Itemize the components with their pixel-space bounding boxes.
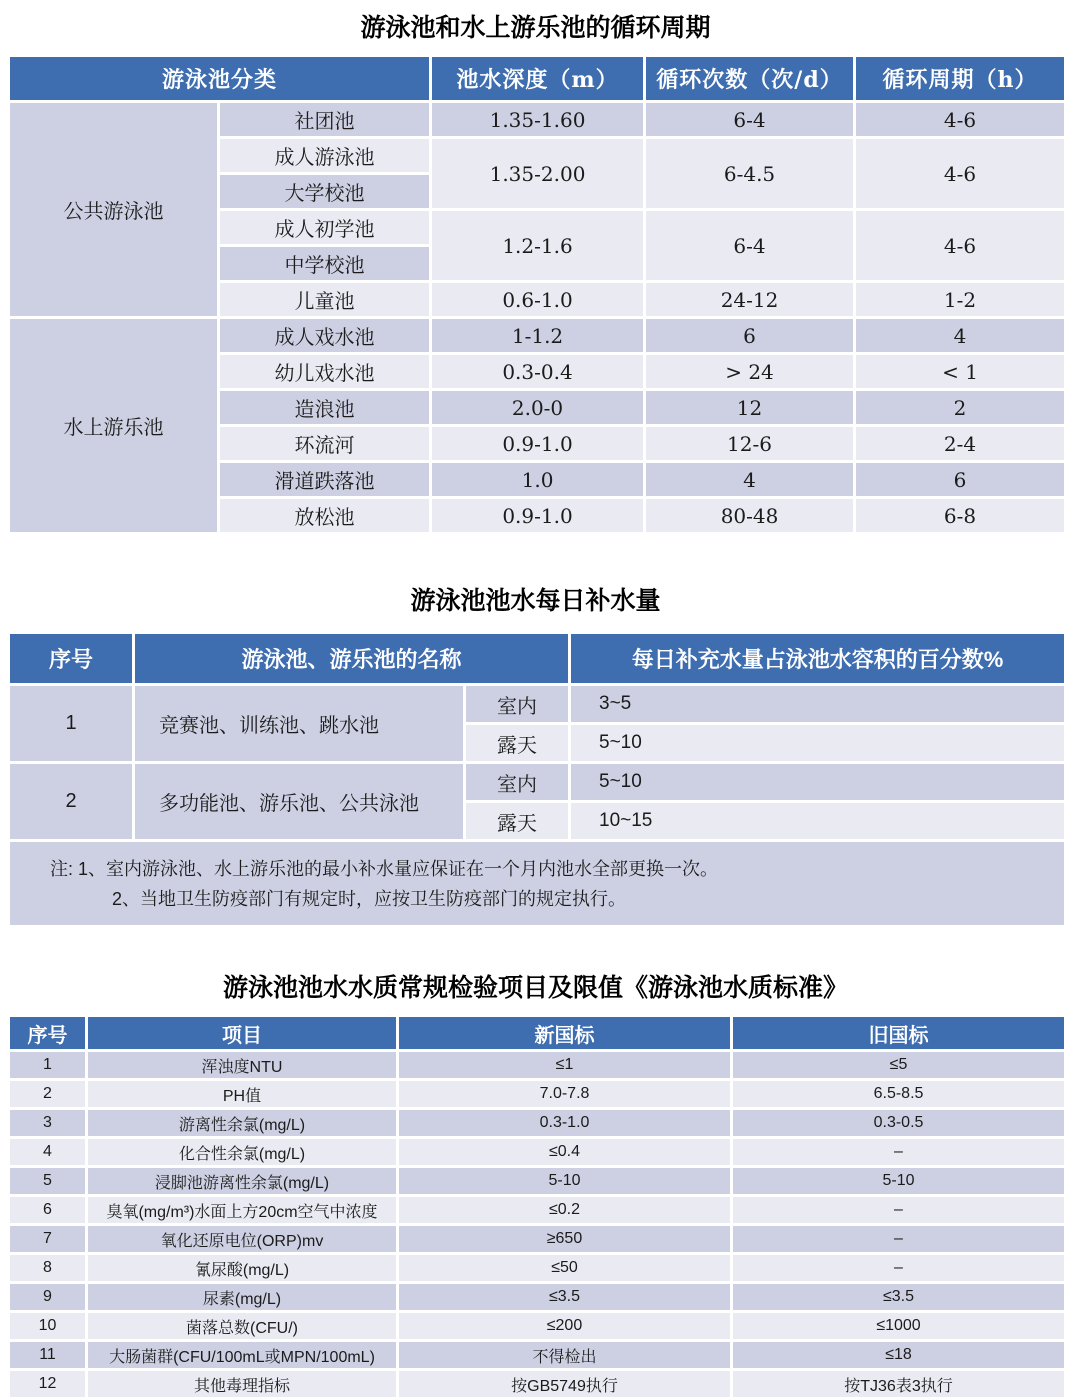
frequency-cell: 6-4 xyxy=(645,210,855,282)
note-line-2: 2、当地卫生防疫部门有规定时，应按卫生防疫部门的规定执行。 xyxy=(112,888,627,909)
period-cell: < 1 xyxy=(855,354,1066,390)
no-header: 序号 xyxy=(9,633,134,685)
table-row xyxy=(9,102,1066,138)
period-cell: 4-6 xyxy=(855,138,1066,210)
no-cell: 1 xyxy=(9,685,134,763)
table-row xyxy=(9,1051,1066,1080)
pool-name-cell: 滑道跌落池 xyxy=(219,462,431,498)
no-header: 序号 xyxy=(9,1016,87,1051)
period-header: 循环周期（h） xyxy=(855,56,1066,102)
pool-name-cell: 多功能池、游乐池、公共泳池 xyxy=(134,763,465,841)
pool-name-cell: 中学校池 xyxy=(219,246,431,282)
period-cell: 4-6 xyxy=(855,210,1066,282)
frequency-cell: 4 xyxy=(645,462,855,498)
period-cell: 1-2 xyxy=(855,282,1066,318)
no-cell: 8 xyxy=(9,1254,87,1283)
item-cell: 氰尿酸(mg/L) xyxy=(87,1254,398,1283)
notes-row xyxy=(9,841,1066,927)
new-std-cell: ≤50 xyxy=(398,1254,732,1283)
item-cell: 菌落总数(CFU/) xyxy=(87,1312,398,1341)
new-std-cell: ≥650 xyxy=(398,1225,732,1254)
table-row xyxy=(9,1109,1066,1138)
quality-table-title: 游泳池池水水质常规检验项目及限值《游泳池水质标准》 xyxy=(222,974,848,1002)
old-std-cell: – xyxy=(732,1254,1066,1283)
old-std-cell: 5-10 xyxy=(732,1167,1066,1196)
no-cell: 10 xyxy=(9,1312,87,1341)
old-standard-header: 旧国标 xyxy=(732,1016,1066,1051)
frequency-cell: 6-4.5 xyxy=(645,138,855,210)
old-std-cell: 6.5-8.5 xyxy=(732,1080,1066,1109)
item-cell: 游离性余氯(mg/L) xyxy=(87,1109,398,1138)
no-cell: 6 xyxy=(9,1196,87,1225)
table-row xyxy=(9,1196,1066,1225)
frequency-cell: 12-6 xyxy=(645,426,855,462)
depth-cell: 1.35-2.00 xyxy=(431,138,645,210)
new-std-cell: ≤3.5 xyxy=(398,1283,732,1312)
period-cell: 6 xyxy=(855,462,1066,498)
frequency-cell: > 24 xyxy=(645,354,855,390)
location-cell: 露天 xyxy=(465,802,570,841)
pool-name-cell: 幼儿戏水池 xyxy=(219,354,431,390)
new-standard-header: 新国标 xyxy=(398,1016,732,1051)
frequency-header: 循环次数（次/d） xyxy=(645,56,855,102)
item-cell: 臭氧(mg/m³)水面上方20cm空气中浓度 xyxy=(87,1196,398,1225)
item-cell: 浸脚池游离性余氯(mg/L) xyxy=(87,1167,398,1196)
pool-name-cell: 环流河 xyxy=(219,426,431,462)
table-row xyxy=(9,1254,1066,1283)
depth-cell: 1.35-1.60 xyxy=(431,102,645,138)
item-header: 项目 xyxy=(87,1016,398,1051)
item-cell: 尿素(mg/L) xyxy=(87,1283,398,1312)
depth-cell: 1-1.2 xyxy=(431,318,645,354)
no-cell: 2 xyxy=(9,763,134,841)
depth-cell: 1.2-1.6 xyxy=(431,210,645,282)
depth-cell: 0.6-1.0 xyxy=(431,282,645,318)
frequency-cell: 80-48 xyxy=(645,498,855,534)
location-cell: 室内 xyxy=(465,763,570,802)
location-cell: 室内 xyxy=(465,685,570,724)
percent-cell: 5~10 xyxy=(570,724,1066,763)
classification-header: 游泳池分类 xyxy=(9,56,431,102)
item-cell: 大肠菌群(CFU/100mL或MPN/100mL) xyxy=(87,1341,398,1370)
table-row xyxy=(9,1167,1066,1196)
no-cell: 4 xyxy=(9,1138,87,1167)
refill-header-row xyxy=(9,633,1066,685)
depth-cell: 1.0 xyxy=(431,462,645,498)
old-std-cell: ≤1000 xyxy=(732,1312,1066,1341)
pool-name-cell: 造浪池 xyxy=(219,390,431,426)
pool-name-cell: 成人游泳池 xyxy=(219,138,431,174)
table-row xyxy=(9,1370,1066,1399)
pool-group-cell: 公共游泳池 xyxy=(9,102,219,318)
frequency-cell: 6 xyxy=(645,318,855,354)
depth-cell: 0.9-1.0 xyxy=(431,498,645,534)
new-std-cell: 按GB5749执行 xyxy=(398,1370,732,1399)
no-cell: 5 xyxy=(9,1167,87,1196)
new-std-cell: ≤0.4 xyxy=(398,1138,732,1167)
item-cell: 浑浊度NTU xyxy=(87,1051,398,1080)
new-std-cell: ≤200 xyxy=(398,1312,732,1341)
table-row xyxy=(9,1312,1066,1341)
percent-cell: 5~10 xyxy=(570,763,1066,802)
old-std-cell: – xyxy=(732,1225,1066,1254)
old-std-cell: 0.3-0.5 xyxy=(732,1109,1066,1138)
depth-cell: 2.0-0 xyxy=(431,390,645,426)
new-std-cell: ≤1 xyxy=(398,1051,732,1080)
percent-header: 每日补充水量占泳池水容积的百分数% xyxy=(570,633,1066,685)
table-row xyxy=(9,763,1066,802)
period-cell: 2-4 xyxy=(855,426,1066,462)
no-cell: 11 xyxy=(9,1341,87,1370)
frequency-cell: 24-12 xyxy=(645,282,855,318)
cycle-header-row xyxy=(9,56,1066,102)
depth-header: 池水深度（m） xyxy=(431,56,645,102)
pool-group-cell: 水上游乐池 xyxy=(9,318,219,534)
item-cell: 化合性余氯(mg/L) xyxy=(87,1138,398,1167)
note-line-1: 注: 1、室内游泳池、水上游乐池的最小补水量应保证在一个月内池水全部更换一次。 xyxy=(50,858,719,879)
name-header: 游泳池、游乐池的名称 xyxy=(134,633,570,685)
new-std-cell: 7.0-7.8 xyxy=(398,1080,732,1109)
cycle-table-title: 游泳池和水上游乐池的循环周期 xyxy=(360,14,711,42)
item-cell: PH值 xyxy=(87,1080,398,1109)
frequency-cell: 6-4 xyxy=(645,102,855,138)
quality-header-row xyxy=(9,1016,1066,1051)
old-std-cell: ≤5 xyxy=(732,1051,1066,1080)
table-row xyxy=(9,318,1066,354)
table-row xyxy=(9,1080,1066,1109)
table-row xyxy=(9,685,1066,724)
depth-cell: 0.3-0.4 xyxy=(431,354,645,390)
old-std-cell: – xyxy=(732,1196,1066,1225)
cycle-table xyxy=(7,54,1067,535)
percent-cell: 10~15 xyxy=(570,802,1066,841)
no-cell: 7 xyxy=(9,1225,87,1254)
location-cell: 露天 xyxy=(465,724,570,763)
pool-name-cell: 成人初学池 xyxy=(219,210,431,246)
old-std-cell: ≤3.5 xyxy=(732,1283,1066,1312)
table-row xyxy=(9,1225,1066,1254)
item-cell: 氧化还原电位(ORP)mv xyxy=(87,1225,398,1254)
refill-table-title: 游泳池池水每日补水量 xyxy=(410,587,661,615)
item-cell: 其他毒理指标 xyxy=(87,1370,398,1399)
old-std-cell: 按TJ36表3执行 xyxy=(732,1370,1066,1399)
new-std-cell: 5-10 xyxy=(398,1167,732,1196)
no-cell: 1 xyxy=(9,1051,87,1080)
new-std-cell: 不得检出 xyxy=(398,1341,732,1370)
no-cell: 12 xyxy=(9,1370,87,1399)
pool-name-cell: 竞赛池、训练池、跳水池 xyxy=(134,685,465,763)
new-std-cell: ≤0.2 xyxy=(398,1196,732,1225)
percent-cell: 3~5 xyxy=(570,685,1066,724)
period-cell: 4-6 xyxy=(855,102,1066,138)
pool-name-cell: 社团池 xyxy=(219,102,431,138)
pool-name-cell: 放松池 xyxy=(219,498,431,534)
no-cell: 9 xyxy=(9,1283,87,1312)
no-cell: 2 xyxy=(9,1080,87,1109)
no-cell: 3 xyxy=(9,1109,87,1138)
pool-name-cell: 儿童池 xyxy=(219,282,431,318)
quality-table xyxy=(7,1014,1067,1400)
new-std-cell: 0.3-1.0 xyxy=(398,1109,732,1138)
period-cell: 2 xyxy=(855,390,1066,426)
old-std-cell: ≤18 xyxy=(732,1341,1066,1370)
table-row xyxy=(9,1138,1066,1167)
notes-cell xyxy=(9,841,1066,927)
pool-name-cell: 大学校池 xyxy=(219,174,431,210)
table-row xyxy=(9,1341,1066,1370)
period-cell: 4 xyxy=(855,318,1066,354)
old-std-cell: – xyxy=(732,1138,1066,1167)
period-cell: 6-8 xyxy=(855,498,1066,534)
refill-table xyxy=(7,631,1067,928)
depth-cell: 0.9-1.0 xyxy=(431,426,645,462)
table-row xyxy=(9,1283,1066,1312)
pool-name-cell: 成人戏水池 xyxy=(219,318,431,354)
frequency-cell: 12 xyxy=(645,390,855,426)
